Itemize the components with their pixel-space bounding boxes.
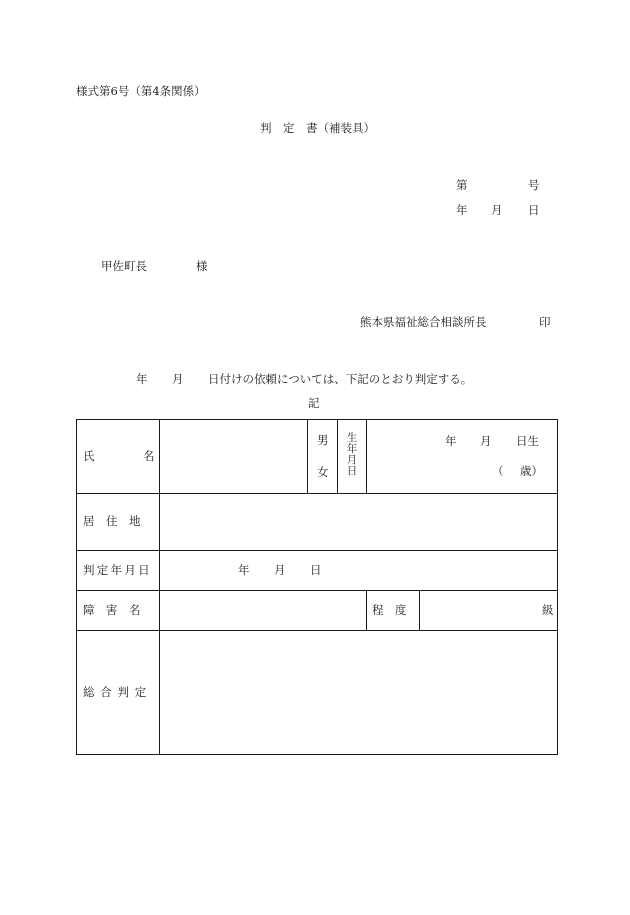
name-field[interactable] [160,420,308,494]
birth-day-label: 日生 [516,434,539,448]
seal-mark: 印 [539,315,551,329]
name-label-left: 氏 [83,449,95,463]
table-row-name [77,420,558,494]
male-option[interactable]: 男 [317,433,329,447]
sender-name: 熊本県福祉総合相談所長 [360,315,487,329]
judge-year-label: 年 [238,563,250,577]
table-row-overall [77,631,558,755]
grade-label: 級 [542,603,554,617]
addressee-honorific: 様 [196,259,208,273]
overall-field[interactable] [160,631,558,755]
judge-month-label: 月 [274,563,286,577]
table-row-disability [77,591,558,631]
overall-label: 総 合 判 定 [83,685,147,699]
addressee-name: 甲佐町長 [101,259,147,273]
overall-label-cell [77,631,160,755]
judge-date-field[interactable] [160,551,558,591]
doc-date-year: 年 [456,203,468,217]
table-row-address [77,494,558,551]
birthdate-label [338,433,366,477]
disability-label: 障 害 名 [83,603,141,617]
judge-date-label: 判 定 年 月 日 [83,563,150,577]
name-label-cell [77,420,160,494]
document-title: 判 定 書（補装具） [260,121,375,135]
doc-number-suffix: 号 [528,178,540,192]
table-row-judge-date [77,551,558,591]
ki-marker: 記 [308,396,320,410]
age-close: 歳） [520,464,543,478]
birthdate-label-cell [338,420,367,494]
doc-date-month: 月 [491,203,503,217]
disability-label-cell [77,591,160,631]
birthdate-char-2: 年 [346,443,358,456]
degree-divider [419,590,420,631]
female-option[interactable]: 女 [317,465,329,479]
name-label-right: 名 [143,449,155,463]
address-label: 居 住 地 [83,514,141,528]
birth-month-label: 月 [480,434,492,448]
doc-date-day: 日 [528,203,540,217]
birthdate-char-3: 月 [346,454,358,467]
sex-cell [308,420,338,494]
age-open: （ [492,464,504,478]
birthdate-field[interactable] [367,420,558,494]
disability-field[interactable] [160,591,367,631]
degree-label: 程 度 [372,603,407,617]
address-field[interactable] [160,494,558,551]
birthdate-char-1: 生 [346,432,358,444]
doc-number-prefix: 第 [456,178,468,192]
birthdate-char-4: 日 [346,465,358,478]
judge-date-label-cell [77,551,160,591]
birth-year-label: 年 [445,434,457,448]
judgment-table [76,419,558,755]
judge-day-label: 日 [310,563,322,577]
degree-cell [367,591,558,631]
form-number: 様式第6号（第4条関係） [76,84,206,98]
intro-year: 年 [136,372,148,386]
intro-sentence: 日付けの依頼については、下記のとおり判定する。 [208,372,473,386]
address-label-cell [77,494,160,551]
intro-month: 月 [172,372,184,386]
